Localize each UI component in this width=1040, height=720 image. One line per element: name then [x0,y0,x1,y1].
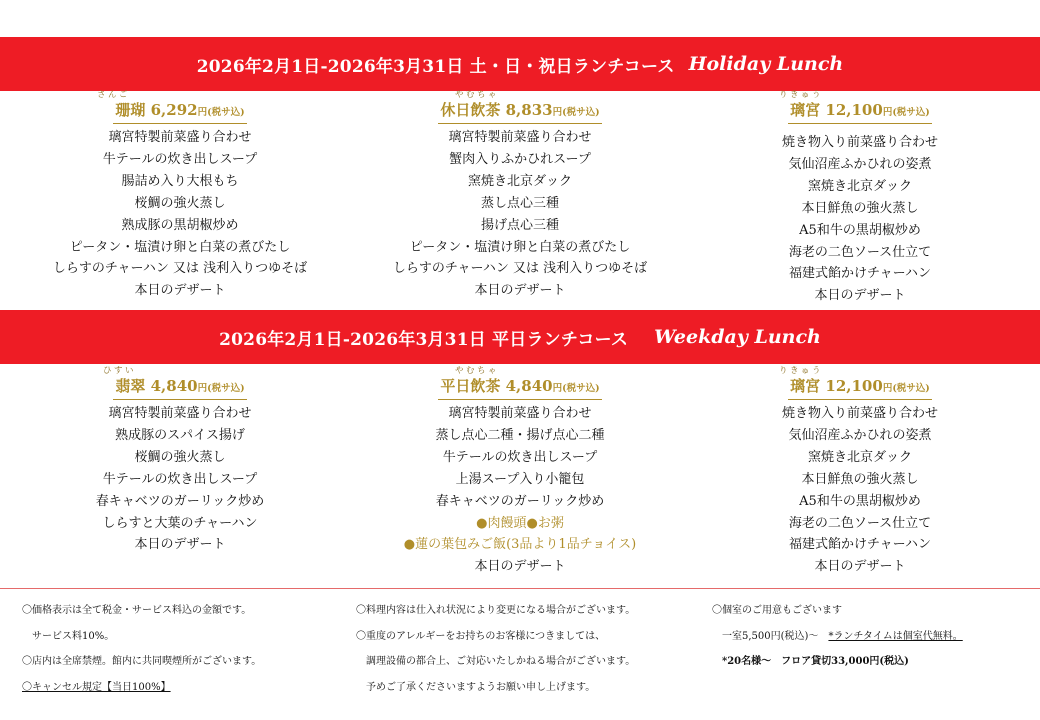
notes-divider [0,588,1040,589]
menu-item: 焼き物入り前菜盛り合わせ [781,406,938,421]
menu-item: 本日のデザート [134,537,226,553]
menu-item: 蒸し点心二種・揚げ点心二種 [435,427,605,443]
menu-item: 牛テールの炊き出しスープ [442,449,598,465]
course-ruby: やむちゃ [455,366,500,376]
note-line: 〇店内は全席禁煙。館内に共同喫煙所がございます。 [22,656,262,667]
menu-item: 本日のデザート [134,283,226,299]
course-items [15,127,345,302]
course-title: 休日飲茶 8,833円(税サ込) [438,101,601,124]
menu-item: 璃宮特製前菜盛り合わせ [108,130,252,145]
menu-item: 本日鮮魚の強火蒸し [801,200,919,216]
menu-item: 牛テールの炊き出しスープ [102,471,258,487]
course-ruby: りきゅう [779,366,824,376]
weekday-banner-title: 2026年2月1日-2026年3月31日 平日ランチコース [219,329,629,350]
weekday-banner-script: Weekday Lunch [654,326,821,348]
menu-item: 桜鯛の強火蒸し [134,195,226,211]
menu-item: 海老の二色ソース仕立て [788,515,932,531]
weekday-course-yamcha [355,366,685,578]
holiday-banner-title: 2026年2月1日-2026年3月31日 土・日・祝日ランチコース [196,56,675,77]
notes-column-pricing [22,598,261,700]
menu-item: 春キャベツのガーリック炒め [95,493,265,509]
menu-item: 腸詰め入り大根もち [121,173,239,189]
note-cancel-policy: 〇キャンセル規定【当日100%】 [22,681,171,693]
menu-item: 窯焼き北京ダック [807,449,912,465]
menu-item: ピータン・塩漬け卵と白菜の煮びたし [69,239,291,255]
course-title: 翡翠 4,840円(税サ込) [113,377,246,400]
menu-item: 熟成豚のスパイス揚げ [115,427,245,443]
menu-item: 璃宮特製前菜盛り合わせ [448,130,592,145]
menu-item: 桜鯛の強火蒸し [134,449,226,465]
notes-column-private-room [712,598,963,675]
course-items [355,403,685,578]
course-ruby: ひすい [103,366,137,376]
weekday-course-rikyu [695,366,1025,578]
menu-item: ピータン・塩漬け卵と白菜の煮びたし [409,239,631,255]
course-ruby: さんご [97,90,131,100]
menu-item: しらすのチャーハン 又は 浅利入りつゆそば [52,261,308,277]
menu-item: しらすのチャーハン 又は 浅利入りつゆそば [392,261,648,277]
note-line: *20名様〜 フロア貸切33,000円(税込) [712,656,909,667]
menu-item: 気仙沼産ふかひれの姿煮 [788,156,932,172]
note-line: サービス料10%。 [22,630,115,642]
menu-item: A5和牛の黒胡椒炒め [799,493,921,509]
holiday-course-yamcha [355,90,685,302]
note-free-room: *ランチタイムは個室代無料。 [828,630,963,642]
menu-item: 本日のデザート [814,288,906,304]
menu-item: 熟成豚の黒胡椒炒め [121,217,239,233]
note-line: 〇価格表示は全て税金・サービス料込の金額です。 [22,605,252,616]
menu-item: 気仙沼産ふかひれの姿煮 [788,427,932,443]
menu-item: 揚げ点心三種 [480,217,559,233]
menu-item-choice: ●蓮の葉包みご飯(3品より1品チョイス) [403,537,637,553]
menu-item-choice: ●肉饅頭●お粥 [476,515,564,531]
notes-column-allergy [356,598,635,700]
menu-item: 璃宮特製前菜盛り合わせ [448,406,592,421]
course-title: 璃宮 12,100円(税サ込) [788,377,932,400]
course-items [355,127,685,302]
note-line: 〇料理内容は仕入れ状況により変更になる場合がございます。 [356,605,636,616]
menu-item: 蒸し点心三種 [480,195,559,211]
menu-item: 本日鮮魚の強火蒸し [801,471,919,487]
menu-item: 本日のデザート [474,559,566,575]
note-line: 〇重度のアレルギーをお持ちのお客様につきましては、 [356,630,606,642]
holiday-course-sango [15,90,345,302]
menu-item: 福建式餡かけチャーハン [789,266,931,282]
course-ruby: りきゅう [779,90,824,100]
course-title: 珊瑚 6,292円(税サ込) [113,101,246,124]
menu-item: 上湯スープ入り小籠包 [455,471,585,487]
menu-item: 本日のデザート [474,283,566,299]
note-line: 一室5,500円(税込)〜 *ランチタイムは個室代無料。 [712,630,963,642]
menu-item: 海老の二色ソース仕立て [788,244,932,260]
course-ruby: やむちゃ [455,90,500,100]
menu-item: 窯焼き北京ダック [807,178,912,194]
course-items [695,132,1025,307]
note-line: 予めご了承くださいますようお願い申し上げます。 [356,681,596,693]
menu-item: 牛テールの炊き出しスープ [102,151,258,167]
weekday-course-hisui [15,366,345,556]
menu-item: 本日のデザート [814,559,906,575]
menu-item: 焼き物入り前菜盛り合わせ [781,135,938,150]
note-line: 〇個室のご用意もございます [712,605,842,616]
menu-item: 蟹肉入りふかひれスープ [449,151,591,167]
menu-item: 璃宮特製前菜盛り合わせ [108,406,252,421]
course-title: 璃宮 12,100円(税サ込) [788,101,932,124]
menu-item: しらすと大葉のチャーハン [102,515,258,531]
holiday-banner-script: Holiday Lunch [688,53,844,75]
menu-item: 福建式餡かけチャーハン [789,537,931,553]
course-items [695,403,1025,578]
course-items [15,403,345,556]
holiday-banner [0,37,1040,91]
note-line: 調理設備の都合上、ご対応いたしかねる場合がございます。 [356,656,636,667]
holiday-course-rikyu [695,90,1025,307]
menu-item: 窯焼き北京ダック [467,173,572,189]
weekday-banner [0,310,1040,364]
course-title: 平日飲茶 4,840円(税サ込) [438,377,601,400]
menu-item: A5和牛の黒胡椒炒め [799,222,921,238]
menu-item: 春キャベツのガーリック炒め [435,493,605,509]
